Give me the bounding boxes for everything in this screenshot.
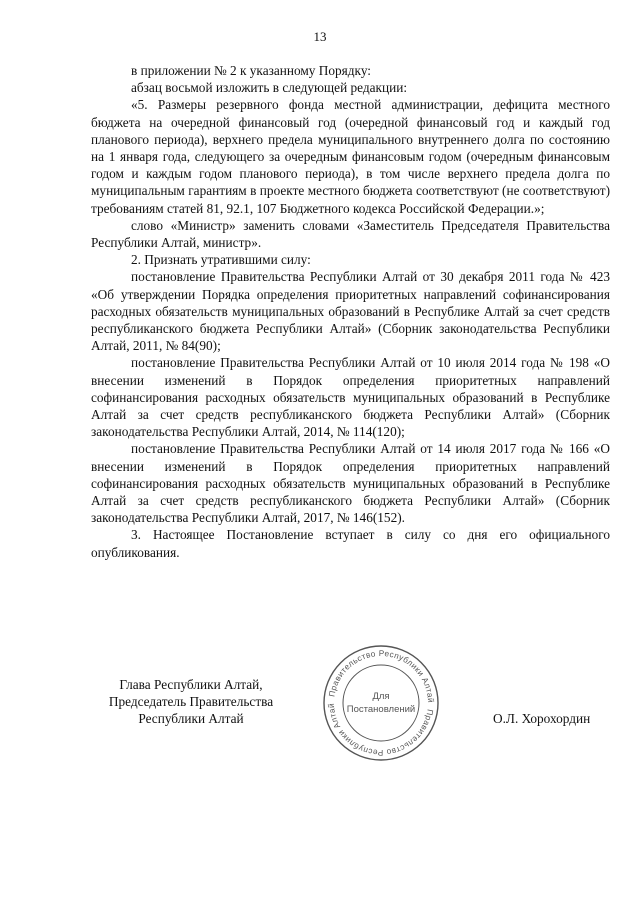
signatory-title-line: Республики Алтай <box>138 711 244 727</box>
document-body <box>91 62 610 561</box>
paragraph: 2. Признать утратившими силу: <box>131 252 311 268</box>
page-number: 13 <box>313 29 327 44</box>
stamp-ring-text: Правительство Республики Алтай <box>326 702 435 758</box>
stamp-graphic <box>321 643 441 763</box>
paragraph: 3. Настоящее Постановление вступает в силу со дня его официального опубликования. <box>91 527 610 560</box>
paragraph: «5. Размеры резервного фонда местной администрации, дефицита местного бюджета на очередной финансовый год (очередной финансовый год и каждый год планового периода), верхнего предела муниципального внутреннего долга по состоянию на 1 января года, следующего за очередным финансовым годом (очередным финансовым годом и каждым годом планового периода), в том числе верхнего предела долга по муниципальным гарантиям в проекте местного бюджета соответствуют (не соответствуют) требованиям статей 81, 92.1, 107 Бюджетного кодекса Российской Федерации.»; <box>91 97 610 216</box>
signatory-title-line: Глава Республики Алтай, <box>119 677 263 692</box>
paragraph: слово «Министр» заменить словами «Заместитель Председателя Правительства Республики Алтай, министр». <box>91 217 610 251</box>
stamp-ring-text: Правительство Республики Алтай <box>327 648 436 704</box>
official-stamp <box>321 643 441 763</box>
paragraph: постановление Правительства Республики Алтай от 10 июля 2014 года № 198 «О внесении изменений в Порядок определения приоритетных направлений софинансирования расходных обязательств муниципальных образований в Республике Алтай за счет средств республиканского бюджета Республики Алтай» (Сборник законодательства Республики Алтай, 2014, № 114(120); <box>91 355 610 440</box>
stamp-center-text: Для <box>372 691 390 702</box>
paragraph: постановление Правительства Республики Алтай от 30 декабря 2011 года № 423 «Об утверждении Порядка определения приоритетных направлений софинансирования расходных обязательств муниципальных образований в Республике Алтай за счет средств республиканского бюджета Республики Алтай» (Сборник законодательства Республики Алтай, 2011, № 84(90); <box>91 269 610 354</box>
stamp-center-text: Постановлений <box>346 704 416 715</box>
paragraph: в приложении № 2 к указанному Порядку: <box>131 63 371 78</box>
paragraph: постановление Правительства Республики Алтай от 14 июля 2017 года № 166 «О внесении изменений в Порядок определения приоритетных направлений софинансирования расходных обязательств муниципальных образований в Республике Алтай за счет средств республиканского бюджета Республики Алтай» (Сборник законодательства Республики Алтай, 2017, № 146(152). <box>91 441 610 526</box>
signatory-name: О.Л. Хорохордин <box>493 711 591 726</box>
signatory-title-line: Председатель Правительства <box>108 694 274 710</box>
paragraph: абзац восьмой изложить в следующей редакции: <box>131 80 408 96</box>
signatory-title <box>91 676 291 728</box>
